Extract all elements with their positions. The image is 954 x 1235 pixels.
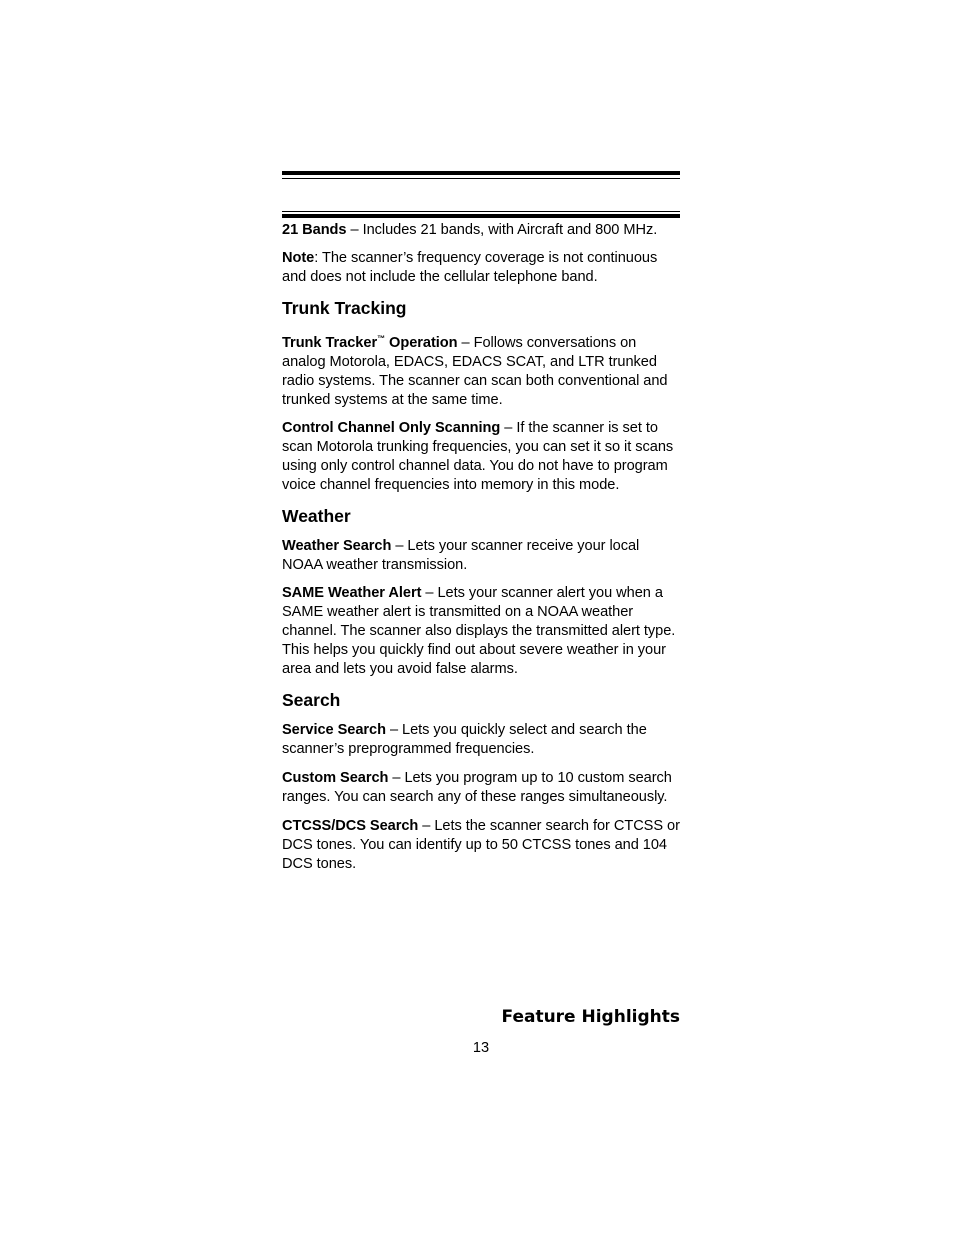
footer-section-title: Feature Highlights <box>501 1007 680 1027</box>
page-number: 13 <box>472 1040 490 1056</box>
service-search-paragraph <box>282 721 680 759</box>
trunk-tracker-text: – Follows conversations on analog Motorola, EDACS, EDACS SCAT, and LTR trunked radio systems. The scanner can scan both conventional and trunked systems at the same time. <box>282 335 668 408</box>
ctcss-search-term: CTCSS/DCS Search <box>282 818 419 834</box>
ctcss-search-paragraph <box>282 817 680 874</box>
note-text: : The scanner’s frequency coverage is not continuous and does not include the cellular telephone band. <box>282 250 658 285</box>
section-rule-thin <box>282 211 680 212</box>
weather-search-paragraph <box>282 537 680 575</box>
control-channel-paragraph <box>282 419 680 495</box>
search-heading: Search <box>282 690 341 710</box>
service-search-text: – Lets you quickly select and search the scanner’s preprogrammed frequencies. <box>282 722 647 757</box>
trunk-tracker-term-a: Trunk Tracker <box>282 335 378 351</box>
control-channel-text: – If the scanner is set to scan Motorola trunking frequencies, you can set it so it scans using only control channel data. You do not have to program voice channel frequencies into memory in this mode. <box>282 420 674 493</box>
bands-text: – Includes 21 bands, with Aircraft and 800 MHz. <box>346 222 658 238</box>
custom-search-paragraph <box>282 769 680 807</box>
bands-paragraph <box>282 221 680 240</box>
trunk-tracker-term-b: Operation <box>385 335 458 351</box>
weather-search-text: – Lets your scanner receive your local NOAA weather transmission. <box>282 538 640 573</box>
service-search-term: Service Search <box>282 722 386 738</box>
same-alert-paragraph <box>282 584 680 679</box>
weather-search-term: Weather Search <box>282 538 392 554</box>
control-channel-term: Control Channel Only Scanning <box>282 420 501 436</box>
page-content <box>282 221 680 883</box>
custom-search-term: Custom Search <box>282 770 389 786</box>
note-term: Note <box>282 250 315 266</box>
section-rule-thick <box>282 214 680 218</box>
bands-term: 21 Bands <box>282 222 347 238</box>
trunk-tracking-heading: Trunk Tracking <box>282 298 407 318</box>
same-alert-term: SAME Weather Alert <box>282 585 422 601</box>
trunk-tracker-paragraph <box>282 334 680 410</box>
custom-search-text: – Lets you program up to 10 custom search ranges. You can search any of these ranges simultaneously. <box>282 770 672 805</box>
top-rule-thick <box>282 171 680 175</box>
same-alert-text: – Lets your scanner alert you when a SAME weather alert is transmitted on a NOAA weather channel. The scanner also displays the transmitted alert type. This helps you quickly find out about severe weather in your area and lets you avoid false alarms. <box>282 585 676 677</box>
ctcss-search-text: – Lets the scanner search for CTCSS or DCS tones. You can identify up to 50 CTCSS tones and 104 DCS tones. <box>282 818 680 872</box>
note-paragraph <box>282 249 680 287</box>
manual-page <box>282 0 680 1235</box>
top-rule-thin <box>282 178 680 179</box>
weather-heading: Weather <box>282 506 351 526</box>
trademark-symbol: ™ <box>377 334 386 343</box>
